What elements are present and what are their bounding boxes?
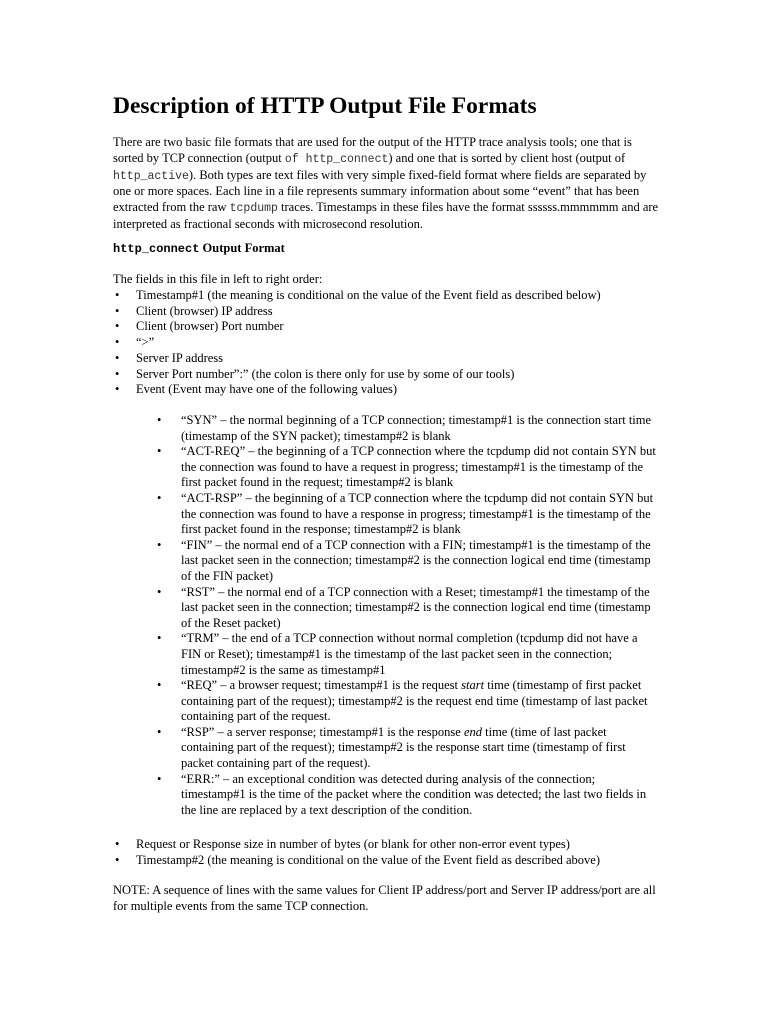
list-item-text: Request or Response size in number of bytes (or blank for other non-error event types): [136, 837, 570, 851]
event-item-text: “ACT-REQ” – the beginning of a TCP connection where the tcpdump did not contain SYN but the connection was found to have a request in progress; timestamp#1 is the timestamp of the first packet found in the request; timestamp#2 is blank: [181, 444, 656, 490]
event-item-act-rsp: [157, 491, 657, 538]
bullet-icon: •: [115, 350, 120, 365]
intro-text-1: There are two basic file formats that are used for the output of the HTTP trace analysis tools; one that is sorted by TCP connection (output: [113, 135, 632, 165]
event-item-text: “RST” – the normal end of a TCP connection with a Reset; timestamp#1 the timestamp of the last packet seen in the connection; timestamp#2 is the connection logical end time (timestamp of the Reset packet): [181, 584, 651, 630]
list-item: [113, 288, 601, 304]
list-item: [113, 319, 601, 335]
event-item-emphasis: end: [463, 724, 482, 739]
bullet-icon: •: [115, 837, 120, 851]
list-item-text: Client (browser) IP address: [136, 303, 273, 318]
event-item-text: “SYN” – the normal beginning of a TCP connection; timestamp#1 is the connection start time (timestamp of the SYN packet); timestamp#2 is blank: [181, 413, 652, 443]
list-item: [113, 382, 601, 398]
list-item-text: Timestamp#2 (the meaning is conditional on the value of the Event field as described above): [136, 852, 601, 867]
bullet-icon: •: [115, 382, 120, 397]
bullet-icon: •: [157, 771, 162, 786]
bullet-icon: •: [115, 852, 120, 867]
list-item: [113, 335, 601, 351]
event-item-text: “TRM” – the end of a TCP connection without normal completion (tcpdump did not have a FIN or Reset); timestamp#1 is the timestamp of the last packet seen in the connection; timestamp#2 is the same as timestamp#1: [181, 631, 638, 677]
event-item-rst: [157, 585, 657, 632]
bullet-icon: •: [115, 366, 120, 381]
field-list-continued: [113, 837, 600, 868]
event-item-req: [157, 678, 657, 725]
list-item: [113, 853, 600, 869]
intro-code-tcpdump: tcpdump: [229, 202, 278, 216]
bullet-icon: •: [157, 724, 162, 739]
list-item-text: Server IP address: [136, 350, 224, 365]
event-item-fin: [157, 538, 657, 585]
list-item-text: Server Port number”:” (the colon is there only for use by some of our tools): [136, 366, 515, 381]
section-heading: [113, 240, 285, 257]
bullet-icon: •: [115, 288, 120, 302]
intro-code-http-connect: of http_connect: [284, 152, 389, 166]
event-item-rsp: [157, 725, 657, 772]
bullet-icon: •: [157, 413, 162, 427]
bullet-icon: •: [115, 335, 120, 350]
section-heading-text: Output Format: [199, 241, 285, 255]
list-item: [113, 351, 601, 367]
event-item-text-pre: “RSP” – a server response; timestamp#1 is the response: [181, 724, 464, 739]
bullet-icon: •: [115, 303, 120, 318]
event-item-act-req: [157, 444, 657, 491]
intro-text-3: ). Both types are text files with very simple fixed-field format where fields are separated by one or more spaces. Each line in a file represents summary information about some “event” that has been extracted from the raw: [113, 167, 647, 215]
page-title: Description of HTTP Output File Formats: [113, 93, 537, 119]
intro-text-2: ) and one that is sorted by client host (output of: [388, 150, 626, 165]
intro-text-4: traces. Timestamps in these files have the format ssssss.mmmmmm and are interpreted as fractional seconds with microsecond resolution.: [113, 200, 659, 231]
list-item-text: Timestamp#1 (the meaning is conditional on the value of the Event field as described below): [136, 288, 601, 302]
event-item-text: “ERR:” – an exceptional condition was detected during analysis of the connection; timestamp#1 is the time of the packet where the condition was detected; the last two fields in the line are replaced by a text description of the condition.: [181, 771, 647, 817]
note-paragraph: NOTE: A sequence of lines with the same values for Client IP address/port and Server IP address/port are all for multiple events from the same TCP connection.: [113, 883, 656, 913]
event-item-err: [157, 772, 657, 819]
fields-lead-text: The fields in this file in left to right order:: [113, 272, 323, 286]
bullet-icon: •: [115, 319, 120, 334]
list-item-text: “>”: [136, 335, 155, 350]
event-item-syn: [157, 413, 657, 444]
list-item: [113, 837, 600, 853]
event-item-text-pre: “REQ” – a browser request; timestamp#1 is the request: [181, 678, 462, 693]
bullet-icon: •: [157, 678, 162, 693]
event-item-trm: [157, 631, 657, 678]
list-item: [113, 304, 601, 320]
bullet-icon: •: [157, 584, 162, 599]
bullet-icon: •: [157, 444, 162, 459]
field-list: [113, 288, 601, 398]
intro-paragraph: [113, 135, 663, 233]
list-item: [113, 367, 601, 383]
event-item-emphasis: start: [461, 678, 485, 693]
event-value-list: [157, 413, 657, 818]
section-heading-code: http_connect: [113, 242, 200, 256]
bullet-icon: •: [157, 537, 162, 552]
event-item-text-post: time (time of last packet containing part of the request); timestamp#2 is the response start time (timestamp of first packet containing part of the request).: [181, 724, 626, 771]
list-item-text: Client (browser) Port number: [136, 319, 284, 334]
bullet-icon: •: [157, 490, 162, 505]
list-item-text: Event (Event may have one of the following values): [136, 382, 398, 397]
intro-code-http-active: http_active: [113, 169, 189, 183]
bullet-icon: •: [157, 631, 162, 646]
event-item-text: “FIN” – the normal end of a TCP connection with a FIN; timestamp#1 is the timestamp of the last packet seen in the connection; timestamp#2 is the connection logical end time (timestamp of the FIN packet): [181, 537, 651, 583]
event-item-text-post: time (timestamp of first packet containing part of the request); timestamp#2 is the request end time (timestamp of last packet containing part of the request.: [181, 678, 648, 724]
event-item-text: “ACT-RSP” – the beginning of a TCP connection where the tcpdump did not contain SYN but the connection was found to have a response in progress; timestamp#1 is the timestamp of the first packet found in the response; timestamp#2 is blank: [181, 490, 654, 537]
